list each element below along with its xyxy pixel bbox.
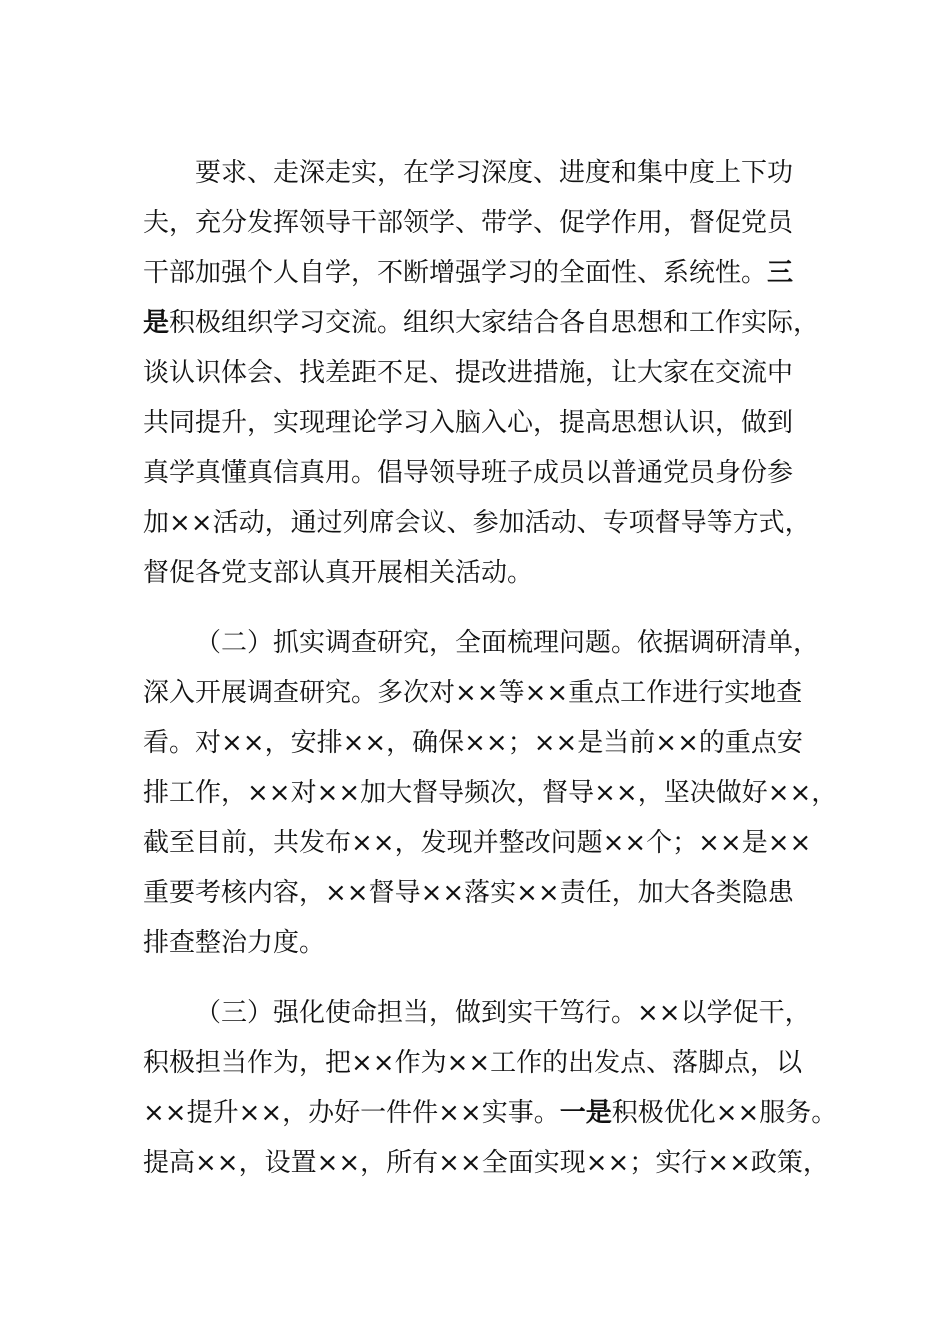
text-line <box>143 248 823 298</box>
paragraph <box>143 148 823 598</box>
text-line: （三）强化使命担当，做到实干笃行。××以学促干， <box>195 998 811 1028</box>
text-line: 加××活动，通过列席会议、参加活动、专项督导等方式， <box>143 508 811 538</box>
bold-text-run: 三 <box>767 258 794 288</box>
text-line <box>143 298 823 348</box>
bold-text-run: 是 <box>143 308 170 338</box>
document-body <box>143 148 838 1188</box>
text-line: 提高××，设置××，所有××全面实现××；实行××政策， <box>143 1148 829 1178</box>
paragraph-spacer <box>143 598 823 618</box>
text-line: 深入开展调查研究。多次对××等××重点工作进行实地查 <box>143 678 803 708</box>
text-line: 谈认识体会、找差距不足、提改进措施，让大家在交流中 <box>143 358 794 388</box>
text-line: 截至目前，共发布××，发现并整改问题××个；××是×× <box>143 828 812 858</box>
text-line: 看。对××，安排××，确保××；××是当前××的重点安 <box>143 728 803 758</box>
text-line: 夫，充分发挥领导干部领学、带学、促学作用，督促党员 <box>143 208 794 238</box>
text-line <box>143 1088 838 1138</box>
paragraph <box>143 988 838 1188</box>
text-line: 重要考核内容，××督导××落实××责任，加大各类隐患 <box>143 878 794 908</box>
text-line: 共同提升，实现理论学习入脑入心，提高思想认识，做到 <box>143 408 794 438</box>
text-line: 真学真懂真信真用。倡导领导班子成员以普通党员身份参 <box>143 458 794 488</box>
text-line: 排工作，××对××加大督导频次，督导××，坚决做好××， <box>143 778 838 808</box>
text-line: 排查整治力度。 <box>143 928 326 958</box>
text-run: 干部加强个人自学，不断增强学习的全面性、系统性。 <box>143 258 768 288</box>
paragraph <box>143 618 838 968</box>
text-line: 督促各党支部认真开展相关活动。 <box>143 558 534 588</box>
bold-text-run: 一是 <box>559 1098 612 1128</box>
paragraph-spacer <box>143 968 823 988</box>
text-line: （二）抓实调查研究，全面梳理问题。依据调研清单， <box>195 628 820 658</box>
text-run: ××提升××，办好一件件××实事。 <box>143 1098 560 1128</box>
text-line: 积极担当作为，把××作为××工作的出发点、落脚点，以 <box>143 1048 803 1078</box>
text-run: 积极组织学习交流。组织大家结合各自思想和工作实际， <box>169 308 820 338</box>
text-run: 积极优化××服务。 <box>611 1098 838 1128</box>
text-line: 要求、走深走实，在学习深度、进度和集中度上下功 <box>195 158 794 188</box>
